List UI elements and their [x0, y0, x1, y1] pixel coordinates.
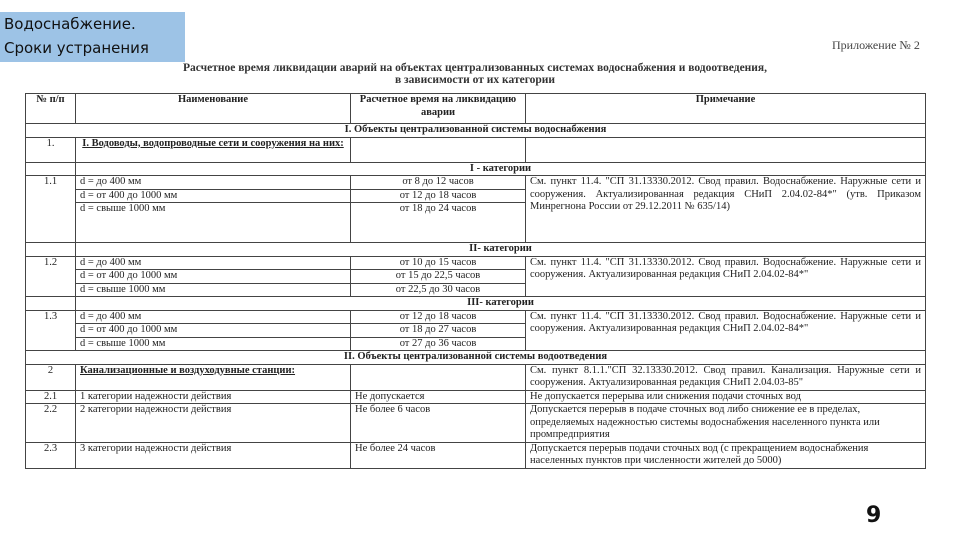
table-cell [26, 162, 76, 176]
table-row [26, 404, 926, 443]
table-row [26, 137, 926, 162]
row-num: 2.1 [26, 390, 76, 404]
table-row [26, 351, 926, 365]
page-number: 9 [866, 503, 882, 528]
slide-title-line1: Водоснабжение. [4, 15, 136, 33]
row-name: Канализационные и воздуходувные станции: [76, 364, 351, 390]
table-cell [351, 137, 526, 162]
header-name: Наименование [76, 94, 351, 124]
note: См. пункт 11.4. "СП 31.13330.2012. Свод правил. Водоснабжение. Наружные сети и сооружения. Актуализированная редакция СНиП 2.04.02-84*" [526, 310, 926, 351]
time: Не более 6 часов [351, 404, 526, 443]
diameter: d = свыше 1000 мм [76, 337, 351, 351]
time: Не более 24 часов [351, 442, 526, 468]
table-row [26, 162, 926, 176]
note: Допускается перерыв подачи сточных вод (с прекращением водоснабжения населенных пунктов при численности жителей до 5000) [526, 442, 926, 468]
note: См. пункт 11.4. "СП 31.13330.2012. Свод правил. Водоснабжение. Наружные сети и сооружения. Актуализированная редакция СНиП 2.04.02-84*" (утв. Приказом Минрегнона России от 29.12.2011 № 635/14) [526, 176, 926, 243]
table-header [26, 94, 926, 124]
row-num: 1.1 [26, 176, 76, 243]
diameter: d = до 400 мм [76, 176, 351, 190]
table-row [26, 243, 926, 257]
row-num: 2 [26, 364, 76, 390]
document-title-line2: в зависимости от их категории [394, 74, 556, 86]
header-note: Примечание [526, 94, 926, 124]
row-name: 3 категории надежности действия [76, 442, 351, 468]
row-num: 2.3 [26, 442, 76, 468]
repair-time-table [25, 93, 926, 469]
time: от 18 до 27 часов [351, 324, 526, 338]
table-cell [26, 243, 76, 257]
document-title-line1: Расчетное время ликвидации аварий на объектах централизованных системах водоснабжения и водоотведения, [182, 62, 768, 74]
time: от 8 до 12 часов [351, 176, 526, 190]
document-title [60, 62, 890, 86]
diameter: d = до 400 мм [76, 310, 351, 324]
section-water-supply: I. Объекты централизованной системы водоснабжения [26, 124, 926, 138]
row-num: 1.3 [26, 310, 76, 351]
category-1: I - категории [76, 162, 926, 176]
note: Допускается перерыв в подаче сточных вод либо снижение ее в пределах, определяемых надежностью системы водоснабжения населенного пункта или промпредприятия [526, 404, 926, 443]
table-cell [26, 297, 76, 311]
time: Не допускается [351, 390, 526, 404]
table-row [26, 390, 926, 404]
time: от 18 до 24 часов [351, 203, 526, 243]
row-num: 1.2 [26, 256, 76, 297]
diameter: d = свыше 1000 мм [76, 283, 351, 297]
diameter: d = свыше 1000 мм [76, 203, 351, 243]
time: от 12 до 18 часов [351, 189, 526, 203]
section-wastewater: II. Объекты централизованной системы водоотведения [26, 351, 926, 365]
table-row [26, 364, 926, 390]
header-time: Расчетное время на ликвидацию аварии [351, 94, 526, 124]
table-row [26, 442, 926, 468]
table-row [26, 297, 926, 311]
category-3: III- категории [76, 297, 926, 311]
note: См. пункт 8.1.1."СП 32.13330.2012. Свод правил. Канализация. Наружные сети и сооружения. Актуализированная редакция СНиП 2.04.03-85" [526, 364, 926, 390]
time: от 10 до 15 часов [351, 256, 526, 270]
row-num: 2.2 [26, 404, 76, 443]
table-row [26, 310, 926, 324]
table-row [26, 124, 926, 138]
table-row [26, 256, 926, 270]
diameter: d = от 400 до 1000 мм [76, 189, 351, 203]
table-cell [351, 364, 526, 390]
appendix-label: Приложение № 2 [832, 38, 920, 52]
row-name: I. Водоводы, водопроводные сети и сооружения на них: [76, 137, 351, 162]
header-num: № п/п [26, 94, 76, 124]
category-2: II- категории [76, 243, 926, 257]
slide-title-line2: Сроки устранения [4, 39, 149, 57]
table-cell [526, 137, 926, 162]
diameter: d = от 400 до 1000 мм [76, 270, 351, 284]
diameter: d = от 400 до 1000 мм [76, 324, 351, 338]
row-num: 1. [26, 137, 76, 162]
slide-title [0, 12, 185, 62]
note: См. пункт 11.4. "СП 31.13330.2012. Свод правил. Водоснабжение. Наружные сети и сооружения. Актуализированная редакция СНиП 2.04.02-84*" [526, 256, 926, 297]
table-row [26, 176, 926, 190]
time: от 22,5 до 30 часов [351, 283, 526, 297]
note: Не допускается перерыва или снижения подачи сточных вод [526, 390, 926, 404]
time: от 15 до 22,5 часов [351, 270, 526, 284]
row-name: 2 категории надежности действия [76, 404, 351, 443]
time: от 27 до 36 часов [351, 337, 526, 351]
row-name: 1 категории надежности действия [76, 390, 351, 404]
time: от 12 до 18 часов [351, 310, 526, 324]
diameter: d = до 400 мм [76, 256, 351, 270]
